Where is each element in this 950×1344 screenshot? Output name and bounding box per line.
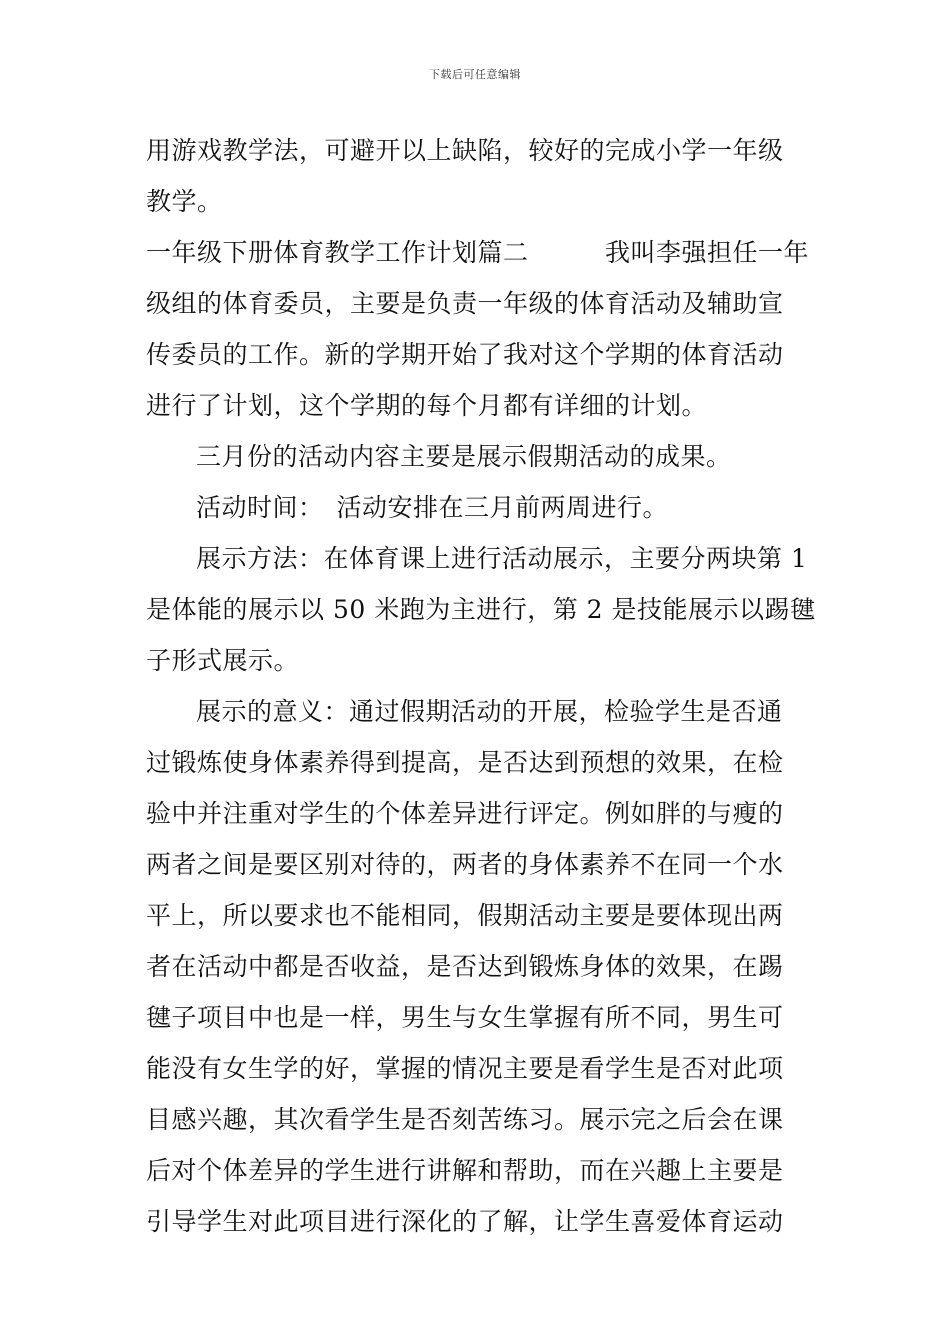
body-line: 进行了计划，这个学期的每个月都有详细的计划。 [146,391,708,420]
document-body [146,125,816,1247]
body-line: 用游戏教学法，可避开以上缺陷，较好的完成小学一年级 [146,136,784,165]
paragraph-start-line: 展示方法：在体育课上进行活动展示，主要分两块第 1 [196,544,808,573]
body-line: 过锻炼使身体素养得到提高，是否达到预想的效果，在检 [146,748,784,777]
body-line: 平上，所以要求也不能相同，假期活动主要是要体现出两 [146,901,784,930]
body-line: 引导学生对此项目进行深化的了解，让学生喜爱体育运动 [146,1207,784,1236]
body-line: 毽子项目中也是一样，男生与女生掌握有所不同，男生可 [146,1003,784,1032]
body-line: 教学。 [146,187,223,216]
body-line: 两者之间是要区别对待的，两者的身体素养不在同一个水 [146,850,784,879]
body-line: 能没有女生学的好，掌握的情况主要是看学生是否对此项 [146,1054,784,1083]
body-line: 验中并注重对学生的个体差异进行评定。例如胖的与瘦的 [146,799,784,828]
body-line: 是体能的展示以 50 米跑为主进行，第 2 是技能展示以踢毽 [146,595,816,624]
body-line: 后对个体差异的学生进行讲解和帮助，而在兴趣上主要是 [146,1156,784,1185]
page-header: 下载后可任意编辑 [429,68,521,81]
paragraph-start-line: 三月份的活动内容主要是展示假期活动的成果。 [196,442,732,471]
body-line: 子形式展示。 [146,646,300,675]
body-line: 目感兴趣，其次看学生是否刻苦练习。展示完之后会在课 [146,1105,784,1134]
section-title-line: 一年级下册体育教学工作计划篇二 我叫李强担任一年 [146,238,810,267]
body-line: 传委员的工作。新的学期开始了我对这个学期的体育活动 [146,340,784,369]
body-line: 级组的体育委员，主要是负责一年级的体育活动及辅助宣 [146,289,784,318]
paragraph-start-line: 展示的意义：通过假期活动的开展，检验学生是否通 [196,697,783,726]
paragraph-start-line: 活动时间： 活动安排在三月前两周进行。 [196,493,669,522]
body-line: 者在活动中都是否收益，是否达到锻炼身体的效果，在踢 [146,952,784,981]
